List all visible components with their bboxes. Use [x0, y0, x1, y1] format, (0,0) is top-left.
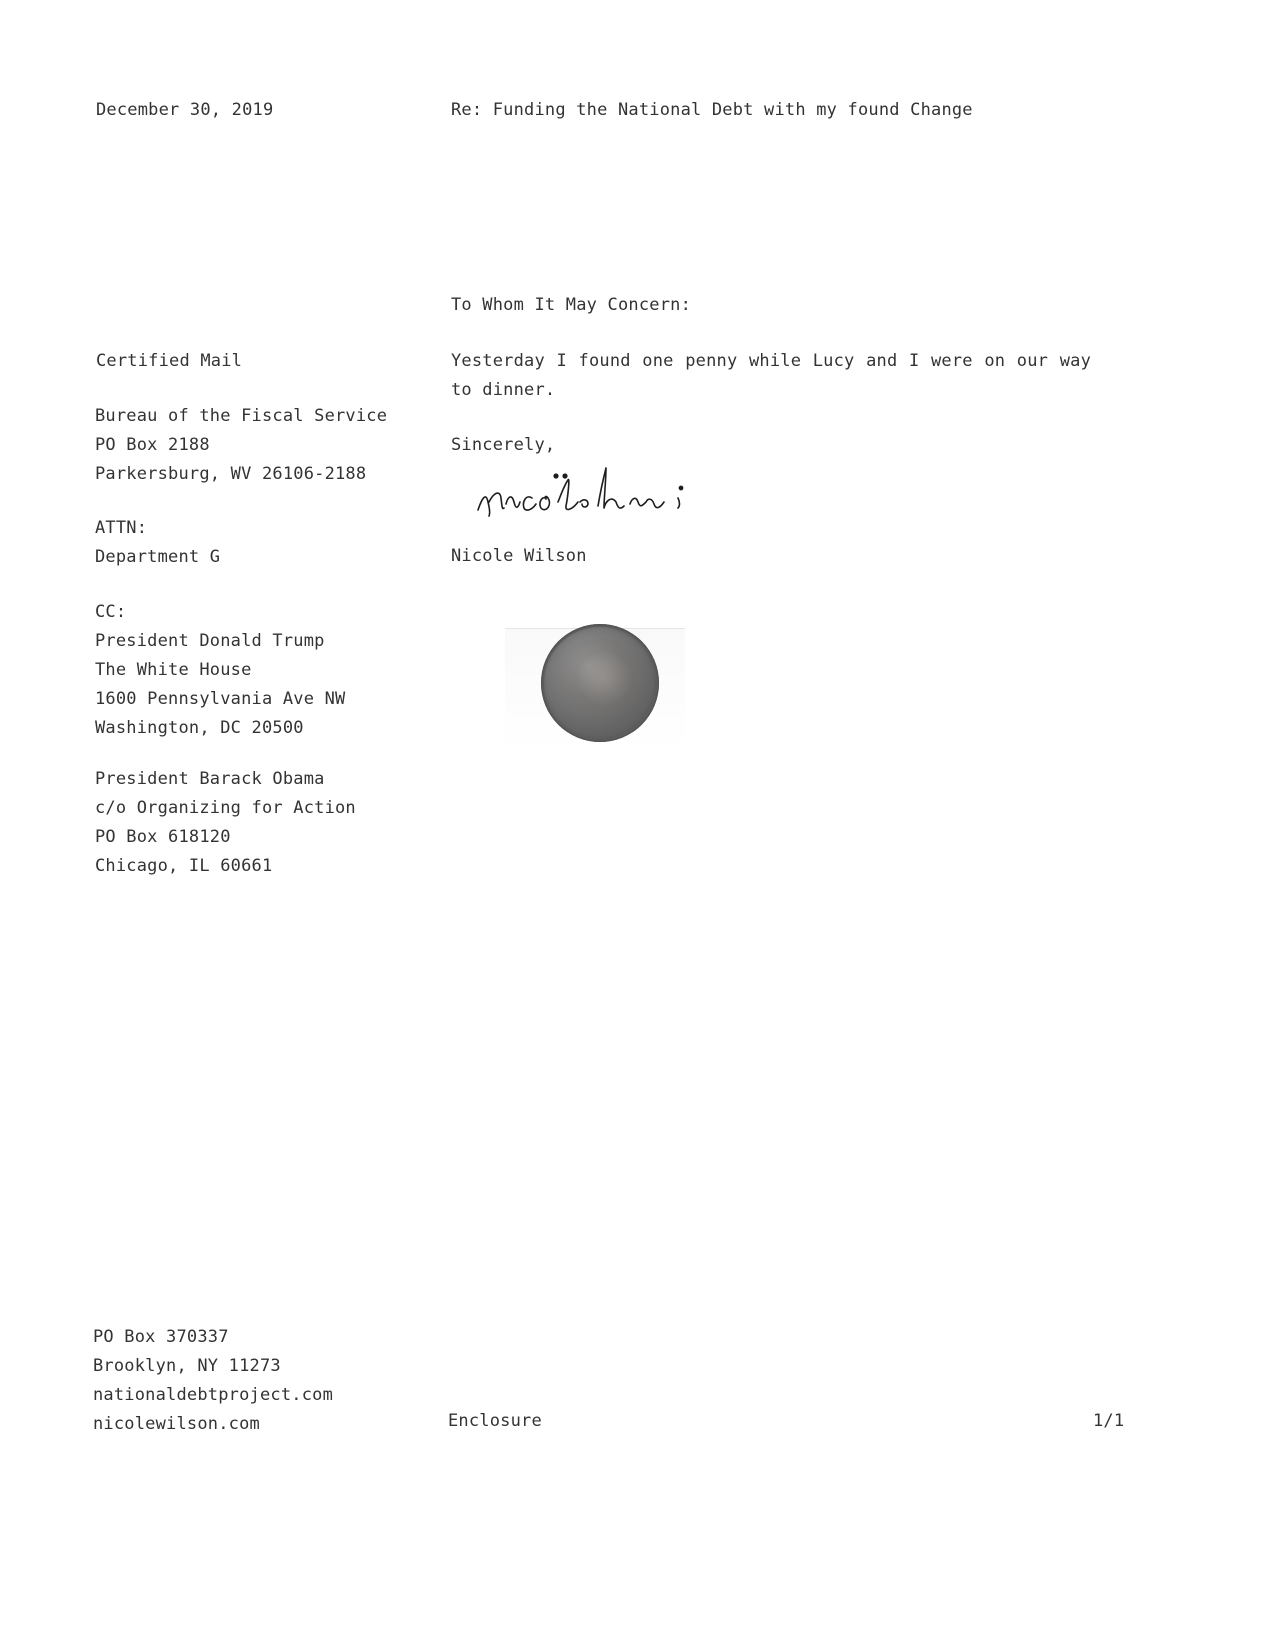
enclosure-label: Enclosure: [448, 1411, 542, 1431]
penny-coin-icon: [541, 624, 659, 742]
address-line: President Donald Trump: [95, 631, 325, 651]
cc-recipient-1: [95, 598, 345, 743]
address-line: President Barack Obama: [95, 769, 325, 789]
address-line: c/o Organizing for Action: [95, 798, 356, 818]
address-line: PO Box 2188: [95, 435, 210, 455]
letter-subject: Re: Funding the National Debt with my found Change: [451, 100, 973, 120]
handwritten-signature: [472, 462, 732, 532]
delivery-method: Certified Mail: [96, 351, 243, 371]
cc-recipient-2: [95, 765, 356, 881]
sender-address: [93, 1323, 333, 1439]
primary-recipient-address: [95, 402, 387, 489]
address-line: The White House: [95, 660, 252, 680]
salutation: To Whom It May Concern:: [451, 295, 692, 315]
attention-block: [95, 514, 220, 572]
attention-department: Department G: [95, 547, 221, 567]
address-line: 1600 Pennsylvania Ave NW: [95, 689, 346, 709]
letter-body: Yesterday I found one penny while Lucy and I were on our way to dinner.: [451, 351, 1091, 400]
cc-label: CC:: [95, 602, 127, 622]
address-line: PO Box 618120: [95, 827, 231, 847]
sender-line: Brooklyn, NY 11273: [93, 1356, 281, 1376]
letter-date: December 30, 2019: [96, 100, 274, 120]
page-number: 1/1: [1093, 1411, 1125, 1431]
address-line: Washington, DC 20500: [95, 718, 304, 738]
signer-name: Nicole Wilson: [451, 546, 587, 566]
closing: Sincerely,: [451, 435, 556, 455]
address-line: Parkersburg, WV 26106-2188: [95, 464, 367, 484]
address-line: Bureau of the Fiscal Service: [95, 406, 388, 426]
address-line: Chicago, IL 60661: [95, 856, 273, 876]
attention-label: ATTN:: [95, 518, 148, 538]
sender-website: nationaldebtproject.com: [93, 1385, 334, 1405]
sender-website: nicolewilson.com: [93, 1414, 260, 1434]
sender-line: PO Box 370337: [93, 1327, 229, 1347]
taped-penny: [505, 616, 685, 756]
